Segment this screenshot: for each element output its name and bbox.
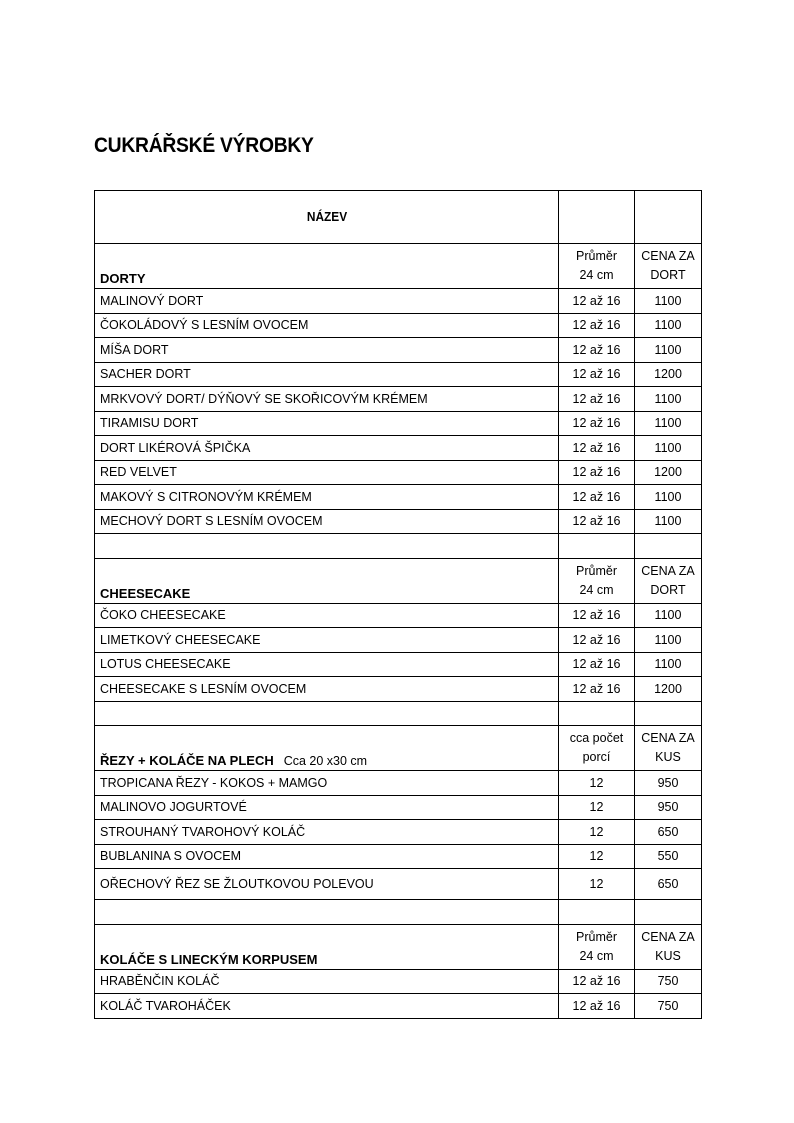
size-column-header [559, 924, 635, 969]
product-size: 12 [559, 795, 635, 820]
table-row [95, 628, 702, 653]
header-line: Průměr [576, 249, 617, 263]
product-name: BUBLANINA S OVOCEM [95, 844, 559, 869]
size-column-header [559, 244, 635, 289]
product-size: 12 až 16 [559, 677, 635, 702]
section-name: DORTY [100, 271, 146, 286]
section-name: KOLÁČE S LINECKÝM KORPUSEM [100, 951, 318, 967]
product-name: DORT LIKÉROVÁ ŠPIČKA [95, 436, 559, 461]
price-column-header [635, 558, 702, 603]
product-size: 12 [559, 771, 635, 796]
product-price: 550 [635, 844, 702, 869]
header-line: CENA ZA [641, 249, 695, 263]
empty-cell [559, 534, 635, 559]
empty-cell [635, 900, 702, 925]
product-size: 12 až 16 [559, 969, 635, 994]
header-line: KUS [655, 948, 681, 963]
header-line: porcí [582, 750, 611, 764]
section-title [95, 558, 559, 603]
product-size: 12 až 16 [559, 603, 635, 628]
product-price: 1100 [635, 652, 702, 677]
table-row [95, 771, 702, 796]
product-size: 12 [559, 820, 635, 845]
product-size: 12 až 16 [559, 313, 635, 338]
product-price: 1100 [635, 289, 702, 314]
empty-cell [95, 900, 559, 925]
product-size: 12 až 16 [559, 652, 635, 677]
product-size: 12 až 16 [559, 460, 635, 485]
table-row [95, 387, 702, 412]
product-name: CHEESECAKE S LESNÍM OVOCEM [95, 677, 559, 702]
table-row [95, 436, 702, 461]
product-price: 1100 [635, 387, 702, 412]
header-line: DORT [650, 582, 686, 597]
header-line: KUS [655, 750, 681, 764]
empty-cell [635, 701, 702, 726]
product-price: 1100 [635, 485, 702, 510]
table-row [95, 509, 702, 534]
product-price: 1200 [635, 677, 702, 702]
header-line: Průměr [576, 929, 617, 944]
empty-cell [635, 534, 702, 559]
table-row [95, 411, 702, 436]
header-line: cca počet [569, 731, 624, 745]
price-column-header [635, 726, 702, 771]
table-row [95, 844, 702, 869]
product-name: OŘECHOVÝ ŘEZ SE ŽLOUTKOVOU POLEVOU [95, 869, 559, 900]
table-row [95, 969, 702, 994]
header-line: CENA ZA [641, 731, 695, 745]
product-price: 1100 [635, 436, 702, 461]
price-table [94, 190, 702, 1019]
product-name: TIRAMISU DORT [95, 411, 559, 436]
table-row [95, 994, 702, 1019]
header-line: 24 cm [579, 268, 614, 282]
table-row [95, 313, 702, 338]
product-name: MALINOVO JOGURTOVÉ [95, 795, 559, 820]
spacer-row [95, 701, 702, 726]
section-title [95, 924, 559, 969]
header-line: DORT [650, 268, 686, 282]
empty-cell [559, 191, 635, 244]
section-note: Cca 20 x30 cm [283, 754, 368, 768]
product-size: 12 [559, 869, 635, 900]
product-price: 750 [635, 969, 702, 994]
product-size: 12 až 16 [559, 362, 635, 387]
product-size: 12 až 16 [559, 994, 635, 1019]
product-size: 12 až 16 [559, 387, 635, 412]
section-header-row [95, 244, 702, 289]
product-price: 650 [635, 820, 702, 845]
product-size: 12 až 16 [559, 338, 635, 363]
table-row [95, 460, 702, 485]
product-name: MALINOVÝ DORT [95, 289, 559, 314]
empty-cell [559, 900, 635, 925]
size-column-header [559, 726, 635, 771]
product-name: KOLÁČ TVAROHÁČEK [95, 994, 559, 1019]
table-row [95, 362, 702, 387]
header-line: CENA ZA [641, 929, 695, 944]
product-size: 12 až 16 [559, 509, 635, 534]
product-price: 1100 [635, 411, 702, 436]
product-name: MECHOVÝ DORT S LESNÍM OVOCEM [95, 509, 559, 534]
section-header-row [95, 924, 702, 969]
product-name: STROUHANÝ TVAROHOVÝ KOLÁČ [95, 820, 559, 845]
product-price: 950 [635, 771, 702, 796]
table-row [95, 338, 702, 363]
product-name: LIMETKOVÝ CHEESECAKE [95, 628, 559, 653]
product-price: 1100 [635, 313, 702, 338]
section-title [95, 244, 559, 289]
product-name: ČOKOLÁDOVÝ S LESNÍM OVOCEM [95, 313, 559, 338]
product-name: MÍŠA DORT [95, 338, 559, 363]
price-column-header [635, 924, 702, 969]
product-name: MAKOVÝ S CITRONOVÝM KRÉMEM [95, 485, 559, 510]
empty-cell [559, 701, 635, 726]
section-header-row [95, 558, 702, 603]
header-line: Průměr [576, 563, 617, 578]
product-name: TROPICANA ŘEZY - KOKOS + MAMGO [95, 771, 559, 796]
product-name: ČOKO CHEESECAKE [95, 603, 559, 628]
product-size: 12 až 16 [559, 289, 635, 314]
table-row [95, 289, 702, 314]
product-size: 12 [559, 844, 635, 869]
product-size: 12 až 16 [559, 628, 635, 653]
section-name: ŘEZY + KOLÁČE NA PLECH [100, 753, 274, 768]
product-name: SACHER DORT [95, 362, 559, 387]
product-price: 950 [635, 795, 702, 820]
table-row [95, 485, 702, 510]
product-price: 750 [635, 994, 702, 1019]
table-row [95, 677, 702, 702]
product-size: 12 až 16 [559, 485, 635, 510]
section-title [95, 726, 559, 771]
empty-cell [95, 534, 559, 559]
product-price: 1100 [635, 628, 702, 653]
table-title-row [95, 191, 702, 244]
table-row [95, 652, 702, 677]
size-column-header [559, 558, 635, 603]
product-name: LOTUS CHEESECAKE [95, 652, 559, 677]
table-row [95, 869, 702, 900]
product-size: 12 až 16 [559, 436, 635, 461]
section-name: CHEESECAKE [100, 585, 191, 601]
table-row [95, 603, 702, 628]
document-title: CUKRÁŘSKÉ VÝROBKY [94, 134, 314, 157]
spacer-row [95, 900, 702, 925]
header-line: 24 cm [579, 582, 614, 597]
table-row [95, 820, 702, 845]
empty-cell [95, 701, 559, 726]
product-name: RED VELVET [95, 460, 559, 485]
spacer-row [95, 534, 702, 559]
header-line: CENA ZA [641, 563, 695, 578]
header-line: 24 cm [579, 948, 614, 963]
product-price: 1100 [635, 509, 702, 534]
product-size: 12 až 16 [559, 411, 635, 436]
product-price: 1100 [635, 603, 702, 628]
price-column-header [635, 244, 702, 289]
product-price: 1100 [635, 338, 702, 363]
product-price: 1200 [635, 362, 702, 387]
table-row [95, 795, 702, 820]
product-name: HRABĚNČIN KOLÁČ [95, 969, 559, 994]
product-price: 1200 [635, 460, 702, 485]
product-name: MRKVOVÝ DORT/ DÝŇOVÝ SE SKOŘICOVÝM KRÉMEM [95, 387, 559, 412]
empty-cell [635, 191, 702, 244]
table-title: NÁZEV [106, 191, 547, 244]
product-price: 650 [635, 869, 702, 900]
section-header-row [95, 726, 702, 771]
